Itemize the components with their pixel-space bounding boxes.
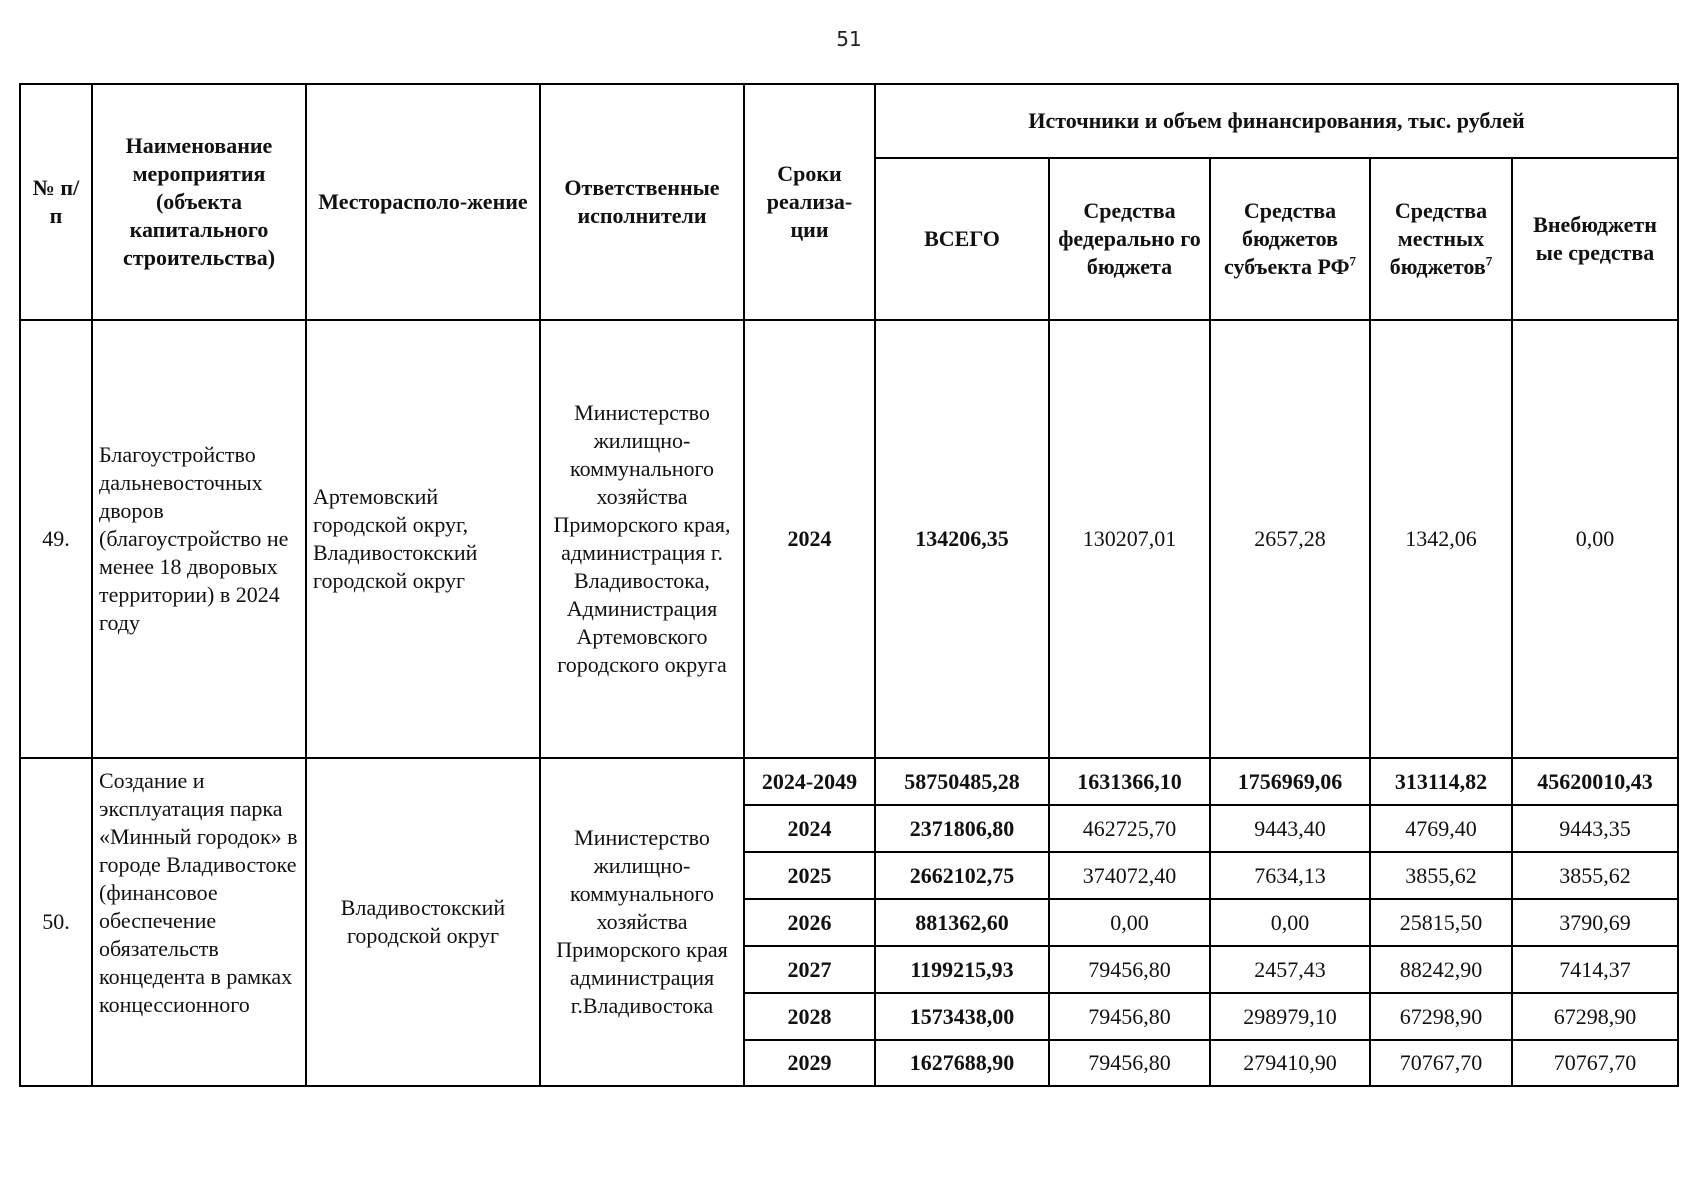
row-subject: 2657,28 — [1210, 320, 1370, 758]
row-num: 50. — [20, 758, 92, 1086]
row-total: 2662102,75 — [875, 852, 1049, 899]
row-local: 4769,40 — [1370, 805, 1512, 852]
row-year: 2024-2049 — [744, 758, 875, 805]
footnote-marker: 7 — [1485, 253, 1493, 269]
row-local: 3855,62 — [1370, 852, 1512, 899]
row-subject: 9443,40 — [1210, 805, 1370, 852]
row-total: 1199215,93 — [875, 946, 1049, 993]
header-num: № п/п — [20, 84, 92, 320]
row-federal: 79456,80 — [1049, 1040, 1210, 1086]
row-total: 881362,60 — [875, 899, 1049, 946]
header-name: Наименование мероприятия (объекта капитального строительства) — [92, 84, 306, 320]
row-extra: 7414,37 — [1512, 946, 1678, 993]
row-responsible: Министерство жилищно-коммунального хозяйства Приморского края, администрация г. Владивостока, Администрация Артемовского городского округа — [540, 320, 744, 758]
header-location: Месторасполо-жение — [306, 84, 540, 320]
row-extra: 0,00 — [1512, 320, 1678, 758]
row-location: Владивостокский городской округ — [306, 758, 540, 1086]
row-name: Благоустройство дальневосточных дворов (благоустройство не менее 18 дворовых территории) в 2024 году — [92, 320, 306, 758]
row-local: 313114,82 — [1370, 758, 1512, 805]
row-year: 2024 — [744, 805, 875, 852]
header-subject — [1210, 158, 1370, 320]
row-subject: 279410,90 — [1210, 1040, 1370, 1086]
header-terms: Сроки реализа-ции — [744, 84, 875, 320]
row-extra: 70767,70 — [1512, 1040, 1678, 1086]
header-local-label: Средства местных бюджетов — [1389, 198, 1488, 279]
row-federal: 79456,80 — [1049, 946, 1210, 993]
row-location: Артемовский городской округ, Владивостокский городской округ — [306, 320, 540, 758]
row-total: 134206,35 — [875, 320, 1049, 758]
footnote-marker: 7 — [1349, 253, 1356, 269]
row-extra: 3790,69 — [1512, 899, 1678, 946]
row-subject: 1756969,06 — [1210, 758, 1370, 805]
header-subject-label: Средства бюджетов субъекта РФ — [1224, 198, 1350, 279]
page-number: 51 — [836, 27, 862, 51]
table-row — [20, 758, 1678, 805]
financing-table — [19, 83, 1679, 1087]
row-local: 67298,90 — [1370, 993, 1512, 1040]
row-federal: 374072,40 — [1049, 852, 1210, 899]
row-subject: 298979,10 — [1210, 993, 1370, 1040]
row-extra: 45620010,43 — [1512, 758, 1678, 805]
row-year: 2027 — [744, 946, 875, 993]
row-subject: 2457,43 — [1210, 946, 1370, 993]
row-extra: 3855,62 — [1512, 852, 1678, 899]
header-total: ВСЕГО — [875, 158, 1049, 320]
row-extra: 9443,35 — [1512, 805, 1678, 852]
row-federal: 1631366,10 — [1049, 758, 1210, 805]
row-total: 1573438,00 — [875, 993, 1049, 1040]
row-num: 49. — [20, 320, 92, 758]
row-name: Создание и эксплуатация парка «Минный городок» в городе Владивостоке (финансовое обеспечение обязательств концедента в рамках концессионного — [92, 758, 306, 1086]
row-subject: 0,00 — [1210, 899, 1370, 946]
row-local: 25815,50 — [1370, 899, 1512, 946]
row-local: 70767,70 — [1370, 1040, 1512, 1086]
row-year: 2028 — [744, 993, 875, 1040]
row-year: 2025 — [744, 852, 875, 899]
row-federal: 130207,01 — [1049, 320, 1210, 758]
row-extra: 67298,90 — [1512, 993, 1678, 1040]
header-extra: Внебюджетн ые средства — [1512, 158, 1678, 320]
row-year: 2029 — [744, 1040, 875, 1086]
row-year: 2024 — [744, 320, 875, 758]
header-sources: Источники и объем финансирования, тыс. рублей — [875, 84, 1678, 158]
row-subject: 7634,13 — [1210, 852, 1370, 899]
table-row — [20, 320, 1678, 758]
row-federal: 79456,80 — [1049, 993, 1210, 1040]
row-local: 1342,06 — [1370, 320, 1512, 758]
row-local: 88242,90 — [1370, 946, 1512, 993]
header-responsible: Ответственные исполнители — [540, 84, 744, 320]
row-federal: 462725,70 — [1049, 805, 1210, 852]
row-year: 2026 — [744, 899, 875, 946]
header-local — [1370, 158, 1512, 320]
header-federal: Средства федерально го бюджета — [1049, 158, 1210, 320]
row-total: 2371806,80 — [875, 805, 1049, 852]
row-federal: 0,00 — [1049, 899, 1210, 946]
row-responsible: Министерство жилищно-коммунального хозяйства Приморского края администрация г.Владивостока — [540, 758, 744, 1086]
row-total: 58750485,28 — [875, 758, 1049, 805]
row-total: 1627688,90 — [875, 1040, 1049, 1086]
